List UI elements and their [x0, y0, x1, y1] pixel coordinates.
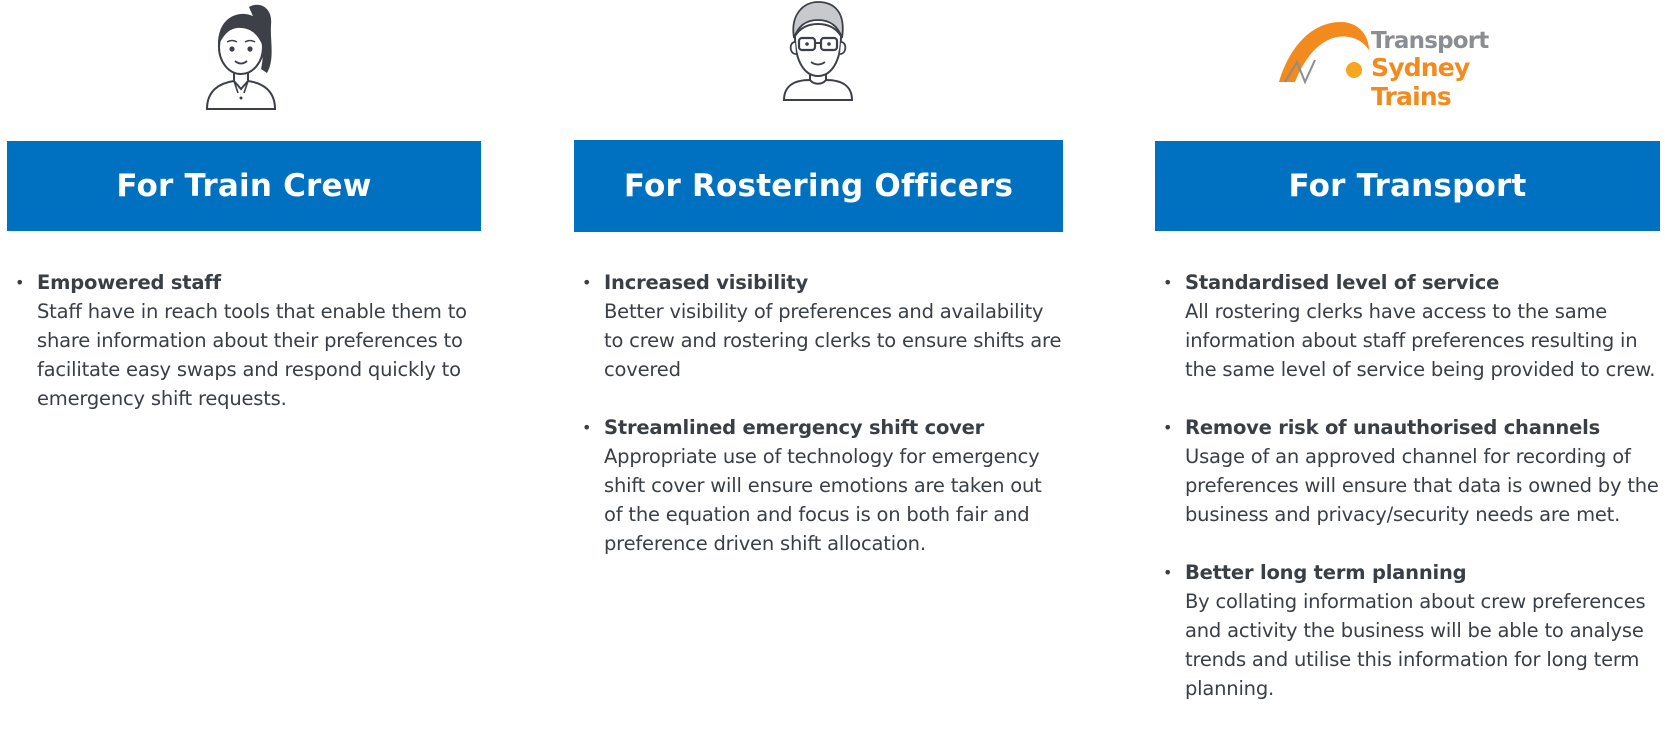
bullet-icon: •: [1163, 563, 1173, 582]
man-with-glasses-avatar-icon: [780, 0, 856, 102]
benefit-description: Staff have in reach tools that enable them to share information about their preferences to facilitate easy swaps and respond quickly to emergency shift requests.: [37, 300, 467, 410]
benefit-item: [1155, 413, 1660, 529]
transport-sydney-trains-logo: [1275, 10, 1535, 111]
benefit-title: Standardised level of service: [1185, 271, 1500, 294]
benefit-description: Appropriate use of technology for emergency shift cover will ensure emotions are taken out of the equation and focus is on both fair and preference driven shift allocation.: [604, 445, 1042, 555]
benefit-list: [574, 268, 1063, 587]
benefit-description: Usage of an approved channel for recording of preferences will ensure that data is owned by the business and privacy/security needs are met.: [1185, 445, 1659, 526]
benefit-item: [1155, 558, 1660, 703]
bullet-icon: •: [15, 273, 25, 292]
heading-banner: For Rostering Officers: [574, 140, 1063, 232]
benefit-title: Remove risk of unauthorised channels: [1185, 416, 1600, 439]
bullet-icon: •: [582, 418, 592, 437]
benefit-item: [7, 268, 481, 413]
benefit-title: Better long term planning: [1185, 561, 1467, 584]
logo-swoosh-icon: [1275, 10, 1375, 90]
benefit-item: [1155, 268, 1660, 384]
benefit-description: All rostering clerks have access to the same information about staff preferences resulting in the same level of service being provided to crew.: [1185, 300, 1656, 381]
heading-banner: For Train Crew: [7, 141, 481, 231]
benefit-title: Increased visibility: [604, 271, 809, 294]
heading-banner: For Transport: [1155, 141, 1660, 231]
benefit-list: [1155, 268, 1660, 732]
benefit-item: [574, 413, 1063, 558]
benefit-title: Streamlined emergency shift cover: [604, 416, 985, 439]
benefit-description: By collating information about crew preferences and activity the business will be able to analyse trends and utilise this information for long term planning.: [1185, 590, 1646, 700]
woman-avatar-icon: [203, 3, 283, 111]
benefit-description: Better visibility of preferences and availability to crew and rostering clerks to ensure shifts are covered: [604, 300, 1062, 381]
logo-line-sydney-trains: Sydney Trains: [1371, 53, 1470, 111]
benefit-title: Empowered staff: [37, 271, 221, 294]
bullet-icon: •: [1163, 273, 1173, 292]
benefit-list: [7, 268, 481, 442]
logo-line-transport: Transport: [1371, 28, 1489, 54]
bullet-icon: •: [582, 273, 592, 292]
benefit-item: [574, 268, 1063, 384]
bullet-icon: •: [1163, 418, 1173, 437]
